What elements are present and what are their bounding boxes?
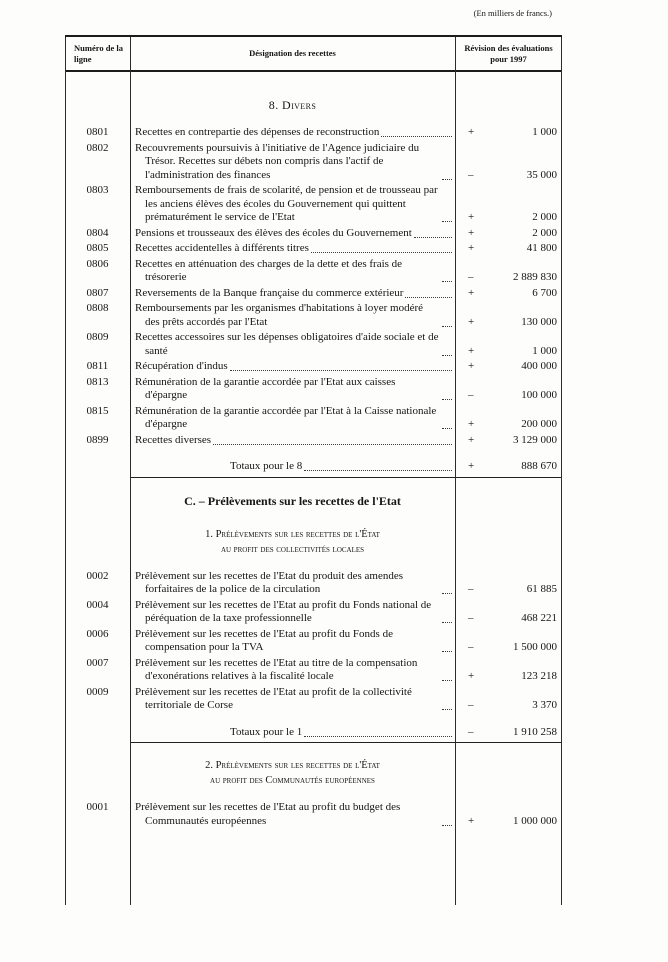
header-cell-line-number: Numéro de la ligne xyxy=(74,43,123,64)
revision-cell xyxy=(455,258,562,285)
dot-leader xyxy=(442,281,452,282)
sub-heading-line-2: au profit des collectivités locales xyxy=(220,543,365,555)
designation-text: Prélèvement sur les recettes de l'Etat au profit de la collectivité territoriale de Corse xyxy=(135,685,412,711)
sign-value: – xyxy=(468,612,474,624)
sign-value: + xyxy=(468,315,475,328)
revision-cell xyxy=(455,657,562,684)
table-row xyxy=(65,302,562,329)
totals-rule xyxy=(130,742,562,743)
line-number-cell: 0002 xyxy=(86,569,109,582)
table-row xyxy=(65,331,562,358)
column-divider-number xyxy=(130,37,131,905)
dot-leader xyxy=(442,221,452,222)
dot-leader xyxy=(304,470,452,471)
amount-value: 1 910 258 xyxy=(513,725,557,738)
sub-heading-line-1: 1. Prélèvements sur les recettes de l'État xyxy=(205,528,380,540)
sign-value: + xyxy=(468,360,475,372)
table-row xyxy=(65,184,562,225)
line-number-cell: 0006 xyxy=(86,627,109,640)
line-number-cell: 0806 xyxy=(86,257,109,270)
sign-value: + xyxy=(468,126,475,138)
designation-text: Recettes diverses xyxy=(135,433,212,446)
line-number-cell xyxy=(65,726,130,740)
sign-value: + xyxy=(468,460,475,472)
table-border-right xyxy=(561,37,562,905)
line-number-cell: 0004 xyxy=(86,598,109,611)
designation-cell xyxy=(130,801,455,828)
revision-cell xyxy=(455,360,562,374)
dot-leader xyxy=(381,136,452,137)
designation-text: Reversements de la Banque française du commerce extérieur xyxy=(135,286,404,299)
revision-cell xyxy=(455,184,562,225)
sign-value: – xyxy=(468,725,474,738)
table-row xyxy=(65,570,562,597)
designation-cell xyxy=(130,657,455,684)
table-row xyxy=(65,405,562,432)
table-row xyxy=(65,657,562,684)
dot-leader xyxy=(304,736,452,737)
line-number-cell: 0007 xyxy=(86,656,109,669)
dot-leader xyxy=(442,825,452,826)
sign-value: + xyxy=(468,670,475,682)
revision-cell xyxy=(455,726,562,740)
dot-leader xyxy=(230,370,452,371)
table-row xyxy=(65,258,562,285)
revision-cell xyxy=(455,302,562,329)
table-row xyxy=(65,227,562,241)
sub-heading xyxy=(130,758,455,788)
totals-rule xyxy=(130,477,562,478)
designation-text: Remboursements par les organismes d'habitations à loyer modéré des prêts accordés par l'Etat xyxy=(135,302,424,328)
amount-value: 130 000 xyxy=(521,315,557,328)
designation-text: Remboursements de frais de scolarité, de pension et de trousseau par les anciens élèves des écoles du Gouvernement qui quittent prématurément le service de l'Etat xyxy=(135,184,438,223)
table-row xyxy=(65,142,562,183)
amount-value: 888 670 xyxy=(521,460,557,472)
sign-value: – xyxy=(468,641,474,653)
table-row xyxy=(65,360,562,374)
amount-value: 2 000 xyxy=(532,211,557,223)
designation-cell xyxy=(130,184,455,225)
designation-cell xyxy=(130,686,455,713)
amount-value: 100 000 xyxy=(521,389,557,401)
section-heading: 8. Divers xyxy=(268,98,317,112)
amount-value: 123 218 xyxy=(521,670,557,682)
amount-value: 1 500 000 xyxy=(513,641,557,653)
table-row xyxy=(65,126,562,140)
dot-leader xyxy=(442,399,452,400)
sign-value: + xyxy=(468,433,475,446)
designation-cell xyxy=(130,302,455,329)
designation-cell xyxy=(130,287,455,301)
designation-text: Recettes accessoires sur les dépenses obligatoires d'aide sociale et de santé xyxy=(135,331,439,357)
line-number-cell: 0807 xyxy=(86,286,109,299)
sign-value: – xyxy=(468,389,474,401)
line-number-cell: 0804 xyxy=(86,226,109,239)
totals-block xyxy=(65,726,562,744)
sign-value: + xyxy=(468,814,475,827)
designation-cell xyxy=(130,126,455,140)
table-row xyxy=(65,599,562,626)
sign-value: + xyxy=(468,211,475,223)
totals-block xyxy=(65,460,562,478)
sign-value: + xyxy=(468,418,475,430)
designation-text: Pensions et trousseaux des élèves des écoles du Gouvernement xyxy=(135,226,412,239)
unit-note: (En milliers de francs.) xyxy=(473,8,552,18)
amount-value: 1 000 xyxy=(532,344,557,357)
revision-cell xyxy=(455,126,562,140)
revision-cell xyxy=(455,434,562,448)
sign-value: – xyxy=(468,271,474,283)
column-divider-revision xyxy=(455,37,456,905)
designation-cell xyxy=(130,142,455,183)
revision-cell xyxy=(455,331,562,358)
dot-leader xyxy=(442,680,452,681)
designation-cell xyxy=(130,405,455,432)
revision-cell xyxy=(455,376,562,403)
dot-leader xyxy=(442,709,452,710)
sub-heading xyxy=(130,527,455,557)
header-cell-revision: Révision des évaluations pour 1997 xyxy=(464,43,553,64)
line-number-cell: 0805 xyxy=(86,242,109,254)
dot-leader xyxy=(442,622,452,623)
sign-value: – xyxy=(468,168,474,181)
totals-row xyxy=(65,460,562,474)
totals-label: Totaux pour le 1 xyxy=(230,725,303,738)
dot-leader xyxy=(405,297,452,298)
amount-value: 400 000 xyxy=(521,360,557,372)
amount-value: 6 700 xyxy=(532,286,557,299)
sign-value: + xyxy=(468,242,475,254)
revision-cell xyxy=(455,570,562,597)
line-number-cell: 0899 xyxy=(86,433,109,446)
totals-label: Totaux pour le 8 xyxy=(230,460,303,472)
header-cell-designation: Désignation des recettes xyxy=(249,48,336,59)
dot-leader xyxy=(311,252,452,253)
amount-value: 1 000 000 xyxy=(513,814,557,827)
dot-leader xyxy=(442,428,452,429)
sub-heading-line-1: 2. Prélèvements sur les recettes de l'État xyxy=(205,760,380,771)
amount-value: 41 800 xyxy=(526,242,557,254)
designation-cell xyxy=(130,726,455,740)
dot-leader xyxy=(442,179,452,180)
amount-value: 1 000 xyxy=(532,126,557,138)
designation-text: Prélèvement sur les recettes de l'Etat au profit du budget des Communautés européennes xyxy=(135,801,401,827)
dot-leader xyxy=(442,355,452,356)
dot-leader xyxy=(414,237,452,238)
dot-leader xyxy=(442,651,452,652)
revision-cell xyxy=(455,142,562,183)
designation-text: Prélèvement sur les recettes de l'Etat du produit des amendes forfaitaires de la police de la circulation xyxy=(135,569,404,595)
amount-value: 200 000 xyxy=(521,418,557,430)
designation-text: Rémunération de la garantie accordée par l'Etat à la Caisse nationale d'épargne xyxy=(135,404,437,430)
revision-cell xyxy=(455,227,562,241)
dot-leader xyxy=(442,593,452,594)
table-row xyxy=(65,434,562,448)
amount-value: 3 129 000 xyxy=(513,433,557,446)
dot-leader xyxy=(442,326,452,327)
amount-value: 61 885 xyxy=(526,583,557,595)
designation-text: Recettes en contrepartie des dépenses de reconstruction xyxy=(135,126,380,138)
table-row xyxy=(65,376,562,403)
line-number-cell: 0803 xyxy=(86,184,109,196)
revision-cell xyxy=(455,405,562,432)
line-number-cell: 0009 xyxy=(86,685,109,698)
amount-value: 35 000 xyxy=(526,168,557,181)
revision-cell xyxy=(455,686,562,713)
table-row xyxy=(65,242,562,256)
table-row xyxy=(65,287,562,301)
line-number-cell: 0815 xyxy=(86,404,109,417)
sub-heading-line-2: au profit des Communautés européennes xyxy=(210,775,375,786)
table-header xyxy=(65,37,562,72)
line-number-cell xyxy=(65,460,130,474)
designation-cell xyxy=(130,360,455,374)
designation-cell xyxy=(130,242,455,256)
dot-leader xyxy=(213,444,452,445)
sign-value: + xyxy=(468,286,475,299)
designation-text: Recettes en atténuation des charges de la dette et des frais de trésorerie xyxy=(135,257,403,283)
designation-cell xyxy=(130,376,455,403)
designation-cell xyxy=(130,331,455,358)
line-number-cell: 0808 xyxy=(86,302,109,314)
designation-text: Recouvrements poursuivis à l'initiative de l'Agence judiciaire du Trésor. Recettes sur débets non compris dans l'actif de l'administration des finances xyxy=(135,141,420,181)
designation-cell xyxy=(130,227,455,241)
designation-cell xyxy=(130,628,455,655)
revision-cell xyxy=(455,287,562,301)
sign-value: + xyxy=(468,226,475,239)
sign-value: – xyxy=(468,699,474,711)
designation-text: Prélèvement sur les recettes de l'Etat au titre de la compensation d'exonérations relatives à la fiscalité locale xyxy=(135,656,418,682)
table-row xyxy=(65,686,562,713)
table-row xyxy=(65,801,562,828)
designation-text: Prélèvement sur les recettes de l'Etat au profit du Fonds national de péréquation de la taxe professionnelle xyxy=(135,598,432,624)
table-border-left xyxy=(65,37,66,905)
table-body xyxy=(65,72,562,850)
revenue-table xyxy=(65,35,562,905)
amount-value: 468 221 xyxy=(521,612,557,624)
revision-cell xyxy=(455,242,562,256)
designation-text: Rémunération de la garantie accordée par l'Etat aux caisses d'épargne xyxy=(135,375,396,401)
amount-value: 2 000 xyxy=(532,226,557,239)
revision-cell xyxy=(455,599,562,626)
revision-cell xyxy=(455,460,562,474)
line-number-cell: 0813 xyxy=(86,375,109,388)
sign-value: – xyxy=(468,583,474,595)
revision-cell xyxy=(455,801,562,828)
designation-text: Prélèvement sur les recettes de l'Etat au profit du Fonds de compensation pour la TVA xyxy=(135,627,393,653)
sign-value: + xyxy=(468,344,475,357)
line-number-cell: 0809 xyxy=(86,331,109,343)
designation-text: Récupération d'indus xyxy=(135,360,228,372)
revision-cell xyxy=(455,628,562,655)
chapter-heading: C. – Prélèvements sur les recettes de l'Etat xyxy=(184,493,401,508)
designation-cell xyxy=(130,258,455,285)
designation-cell xyxy=(130,460,455,474)
designation-cell xyxy=(130,599,455,626)
table-row xyxy=(65,628,562,655)
totals-row xyxy=(65,726,562,740)
designation-cell xyxy=(130,434,455,448)
line-number-cell: 0801 xyxy=(86,126,109,138)
amount-value: 3 370 xyxy=(532,699,557,711)
line-number-cell: 0001 xyxy=(86,801,109,813)
amount-value: 2 889 830 xyxy=(513,271,557,283)
line-number-cell: 0811 xyxy=(86,360,109,372)
line-number-cell: 0802 xyxy=(86,141,109,154)
designation-text: Recettes accidentelles à différents titres xyxy=(135,242,309,254)
designation-cell xyxy=(130,570,455,597)
